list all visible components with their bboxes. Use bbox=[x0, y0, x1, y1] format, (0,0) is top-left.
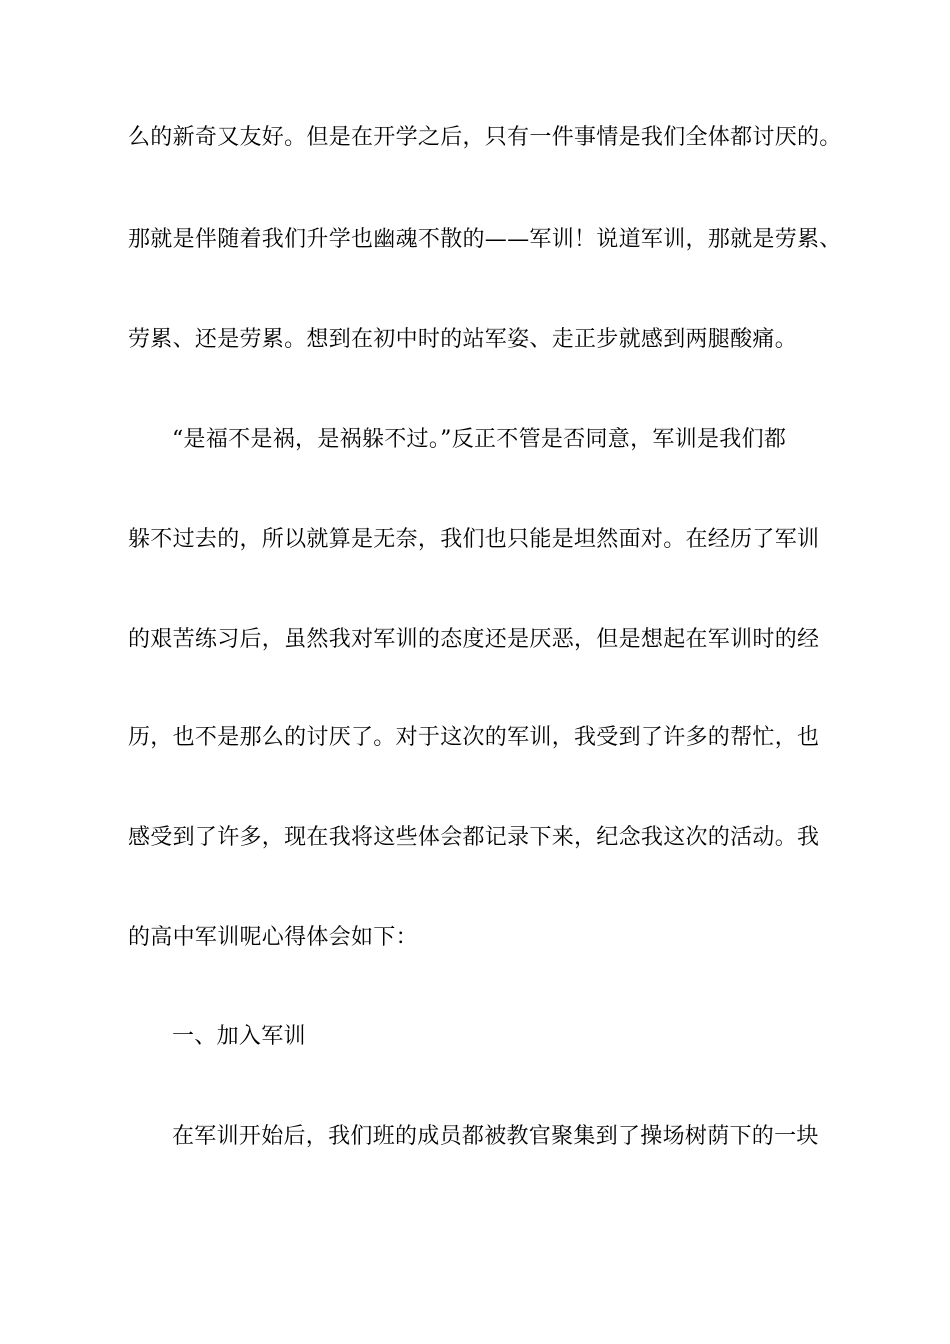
text-line: 在军训开始后，我们班的成员都被教官聚集到了操场树荫下的一块 bbox=[172, 1124, 819, 1149]
text-line: 么的新奇又友好。但是在开学之后，只有一件事情是我们全体都讨厌的。 bbox=[128, 125, 842, 150]
text-line: 那就是伴随着我们升学也幽魂不散的——军训！说道军训，那就是劳累、 bbox=[128, 227, 842, 252]
text-line: “是福不是祸，是祸躲不过。”反正不管是否同意，军训是我们都 bbox=[172, 427, 787, 452]
text-line: 的艰苦练习后，虽然我对军训的态度还是厌恶，但是想起在军训时的经 bbox=[128, 627, 820, 652]
text-line: 感受到了许多，现在我将这些体会都记录下来，纪念我这次的活动。我 bbox=[128, 825, 820, 850]
section-heading: 一、加入军训 bbox=[172, 1024, 306, 1049]
text-line: 历，也不是那么的讨厌了。对于这次的军训，我受到了许多的帮忙，也 bbox=[128, 725, 820, 750]
text-line: 的高中军训呢心得体会如下： bbox=[128, 925, 418, 950]
text-line: 劳累、还是劳累。想到在初中时的站军姿、走正步就感到两腿酸痛。 bbox=[128, 327, 798, 352]
text-line: 躲不过去的，所以就算是无奈，我们也只能是坦然面对。在经历了军训 bbox=[128, 527, 820, 552]
